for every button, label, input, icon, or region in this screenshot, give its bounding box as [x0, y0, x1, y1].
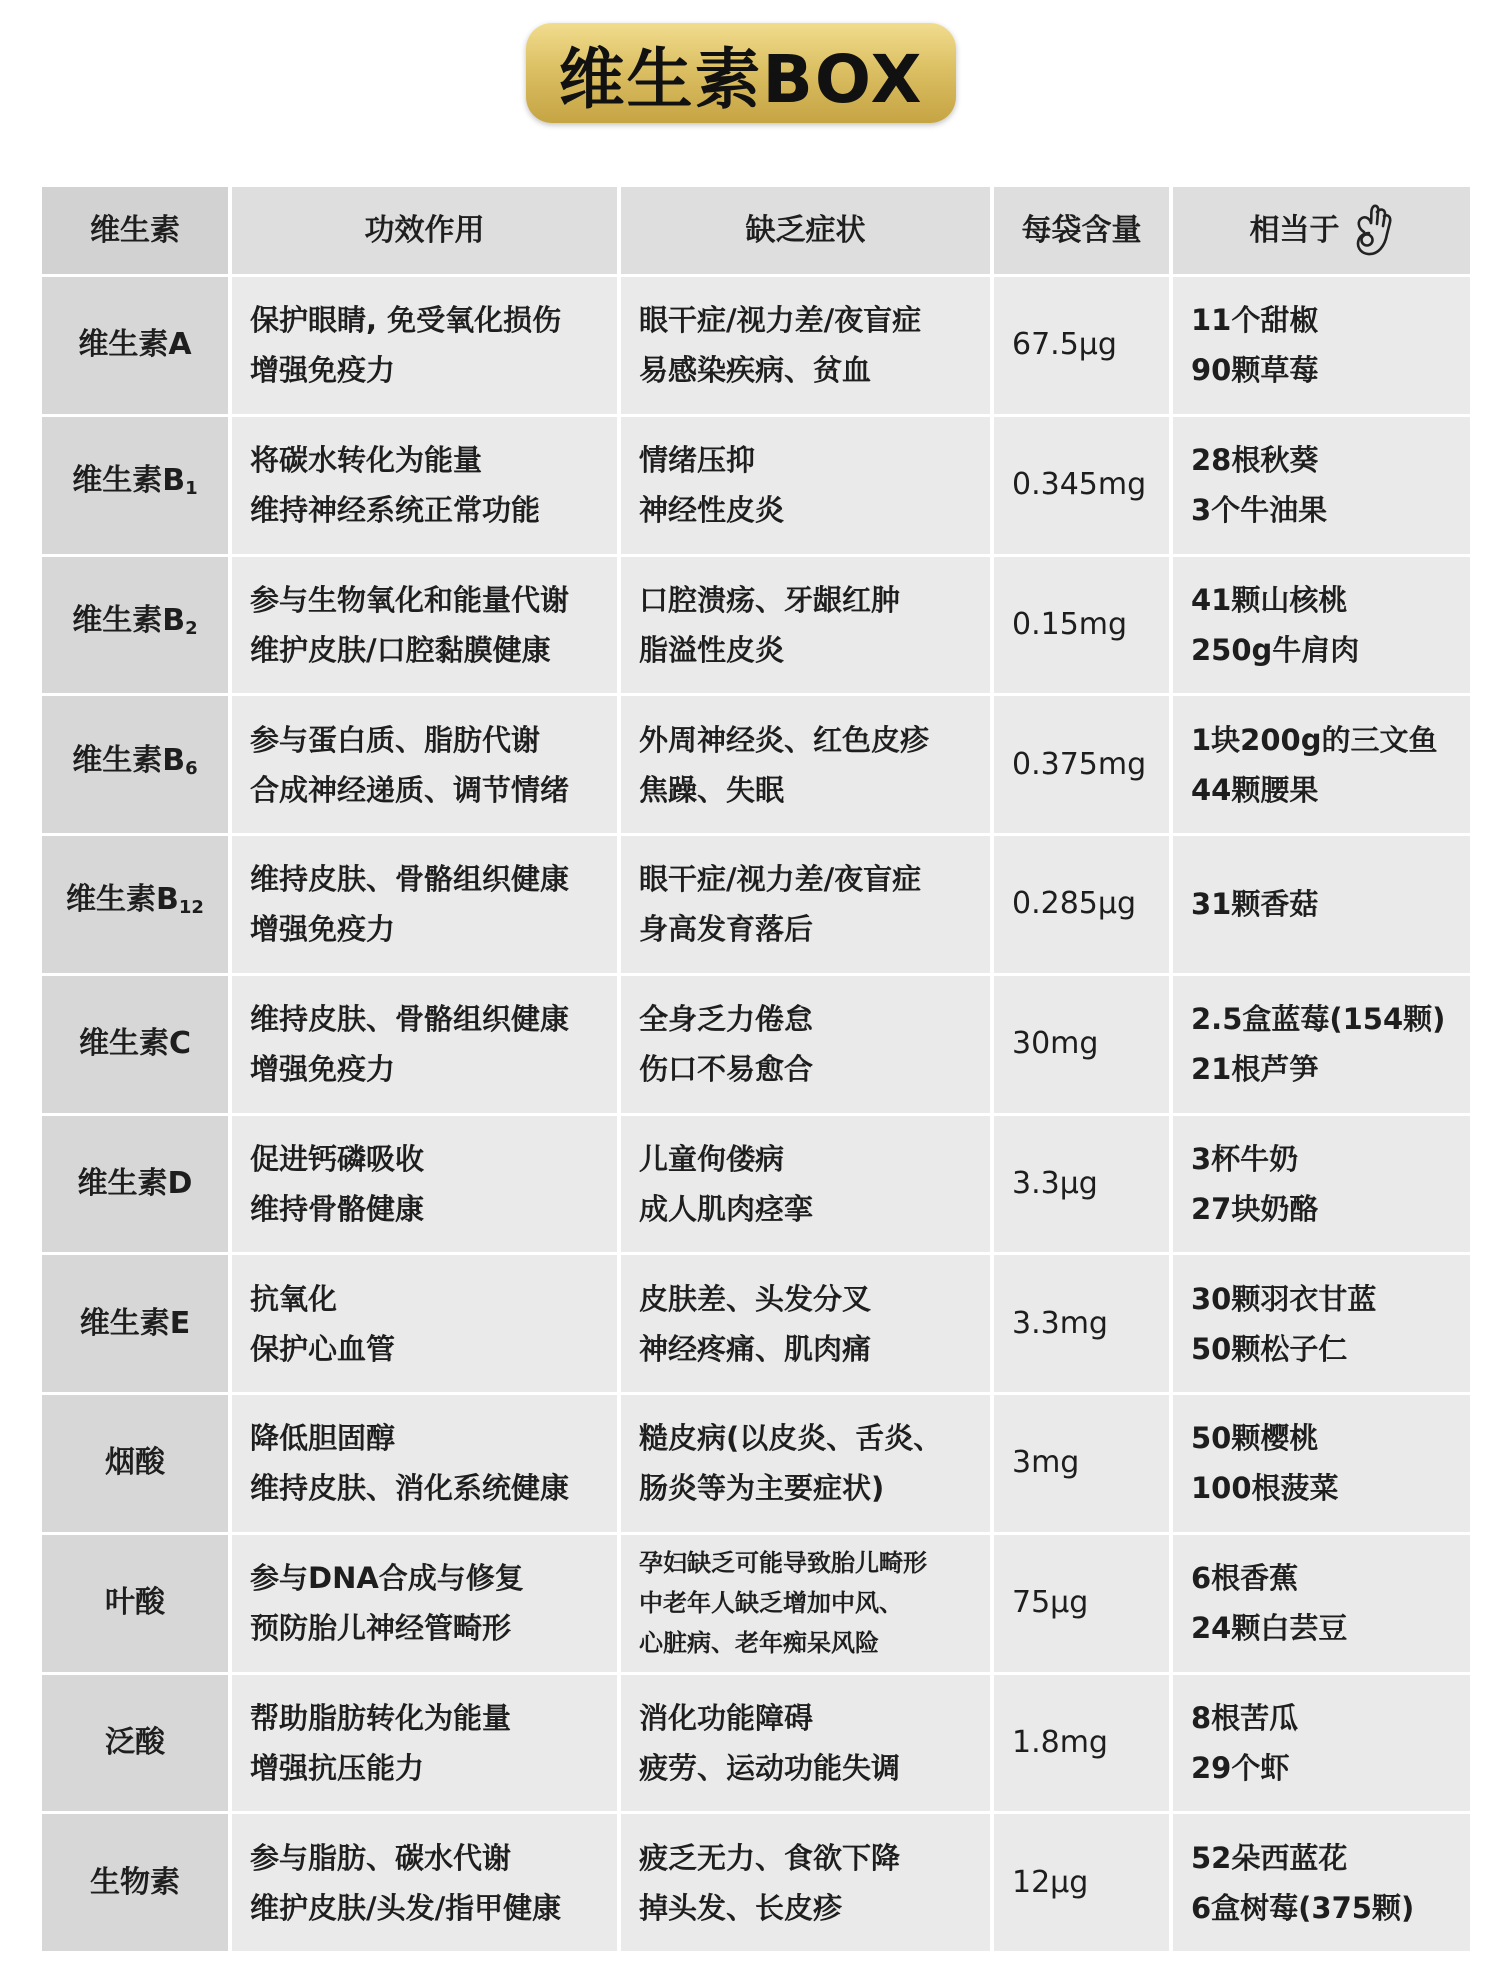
- header-symptoms: 缺乏症状: [621, 187, 990, 274]
- header-amount: 每袋含量: [994, 187, 1169, 274]
- effect-line: 将碳水转化为能量: [250, 443, 483, 478]
- effect-line: 维持皮肤、骨骼组织健康: [250, 1002, 570, 1037]
- effect-line: 维持神经系统正常功能: [250, 493, 541, 528]
- symptom-line: 孕妇缺乏可能导致胎儿畸形: [639, 1549, 927, 1578]
- equivalent-line: 27块奶酪: [1191, 1191, 1319, 1226]
- vitamin-name-text: [105, 1578, 165, 1628]
- vitamin-table: [42, 187, 1466, 1951]
- row-symptoms: [621, 277, 990, 414]
- row-amount: [994, 1675, 1169, 1812]
- equivalent-line: 11个甜椒: [1191, 303, 1319, 338]
- row-amount: [994, 1116, 1169, 1253]
- effect-line: 增强抗压能力: [250, 1750, 425, 1785]
- equivalent-line: 6根香蕉: [1191, 1561, 1299, 1596]
- row-equivalent: [1173, 277, 1470, 414]
- equivalent-line: 31颗香菇: [1191, 887, 1319, 922]
- symptom-line: 脂溢性皮炎: [639, 632, 785, 667]
- row-symptoms: [621, 417, 990, 554]
- effect-line: 增强免疫力: [250, 1052, 396, 1087]
- row-symptoms: [621, 1395, 990, 1532]
- amount-value: 67.5μg: [1012, 327, 1117, 363]
- row-equivalent: [1173, 976, 1470, 1113]
- row-symptoms: [621, 1255, 990, 1392]
- vitamin-name: 生物素: [90, 1864, 180, 1900]
- amount-value: 3.3mg: [1012, 1305, 1108, 1341]
- symptom-line: 伤口不易愈合: [639, 1052, 814, 1087]
- equivalent-line: 21根芦笋: [1191, 1052, 1319, 1087]
- amount-value: 1.8mg: [1012, 1724, 1108, 1760]
- equivalent-line: 3杯牛奶: [1191, 1141, 1299, 1176]
- page-title: 维生素BOX: [558, 40, 924, 118]
- row-amount: [994, 1395, 1169, 1532]
- effect-line: 预防胎儿神经管畸形: [250, 1611, 512, 1646]
- header-equivalent: [1173, 187, 1470, 274]
- row-equivalent: [1173, 557, 1470, 694]
- row-equivalent: [1173, 417, 1470, 554]
- row-vitamin-name: [42, 1255, 228, 1392]
- vitamin-name: 烟酸: [105, 1445, 165, 1481]
- row-symptoms: [621, 1116, 990, 1253]
- row-effect: [232, 1255, 617, 1392]
- equivalent-line: 30颗羽衣甘蓝: [1191, 1281, 1377, 1316]
- vitamin-name-subscript: 12: [178, 897, 204, 919]
- vitamin-name: 维生素C: [78, 1026, 192, 1062]
- equivalent-line: 52朵西蓝花: [1191, 1840, 1348, 1875]
- row-vitamin-name: [42, 696, 228, 833]
- vitamin-name-text: [78, 320, 191, 370]
- row-equivalent: [1173, 1116, 1470, 1253]
- symptom-line: 眼干症/视力差/夜盲症: [639, 862, 922, 897]
- equivalent-line: 2.5盒蓝莓(154颗): [1191, 1002, 1446, 1037]
- row-amount: [994, 976, 1169, 1113]
- row-symptoms: [621, 1535, 990, 1672]
- row-effect: [232, 277, 617, 414]
- row-symptoms: [621, 1814, 990, 1951]
- symptom-line: 外周神经炎、红色皮疹: [639, 722, 930, 757]
- row-symptoms: [621, 696, 990, 833]
- row-vitamin-name: [42, 417, 228, 554]
- effect-line: 维护皮肤/口腔黏膜健康: [250, 632, 551, 667]
- row-equivalent: [1173, 696, 1470, 833]
- row-vitamin-name: [42, 1395, 228, 1532]
- row-amount: [994, 1255, 1169, 1392]
- effect-line: 维护皮肤/头发/指甲健康: [250, 1890, 562, 1925]
- row-amount: [994, 1535, 1169, 1672]
- equivalent-line: 44颗腰果: [1191, 772, 1319, 807]
- row-vitamin-name: [42, 1814, 228, 1951]
- amount-value: 30mg: [1012, 1026, 1099, 1062]
- effect-line: 保护心血管: [250, 1331, 396, 1366]
- row-effect: [232, 1395, 617, 1532]
- row-effect: [232, 836, 617, 973]
- amount-value: 0.15mg: [1012, 606, 1128, 642]
- amount-value: 0.345mg: [1012, 467, 1147, 503]
- symptom-line: 神经疼痛、肌肉痛: [639, 1331, 872, 1366]
- symptom-line: 神经性皮炎: [639, 493, 785, 528]
- row-vitamin-name: [42, 1116, 228, 1253]
- row-effect: [232, 1535, 617, 1672]
- effect-line: 降低胆固醇: [250, 1421, 396, 1456]
- amount-value: 0.285μg: [1012, 886, 1137, 922]
- ok-hand-icon: [1350, 202, 1394, 260]
- row-vitamin-name: [42, 1535, 228, 1672]
- symptom-line: 身高发育落后: [639, 912, 814, 947]
- symptom-line: 情绪压抑: [639, 443, 756, 478]
- effect-line: 参与脂肪、碳水代谢: [250, 1840, 512, 1875]
- vitamin-name-text: [66, 875, 204, 933]
- symptom-line: 眼干症/视力差/夜盲症: [639, 303, 922, 338]
- effect-line: 参与生物氧化和能量代谢: [250, 582, 570, 617]
- symptom-line: 肠炎等为主要症状): [639, 1471, 885, 1506]
- row-equivalent: [1173, 1395, 1470, 1532]
- equivalent-line: 100根菠菜: [1191, 1471, 1339, 1506]
- row-effect: [232, 1675, 617, 1812]
- vitamin-name: 维生素D: [77, 1165, 193, 1201]
- symptom-line: 心脏病、老年痴呆风险: [639, 1629, 879, 1658]
- vitamin-name: 维生素E: [79, 1305, 191, 1341]
- symptom-line: 疲乏无力、食欲下降: [639, 1840, 901, 1875]
- header-vitamin: 维生素: [42, 187, 228, 274]
- vitamin-name-text: [90, 1858, 180, 1908]
- symptom-line: 消化功能障碍: [639, 1700, 814, 1735]
- row-equivalent: [1173, 1255, 1470, 1392]
- equivalent-line: 1块200g的三文鱼: [1191, 722, 1438, 757]
- amount-value: 3.3μg: [1012, 1165, 1098, 1201]
- vitamin-name: 维生素B: [72, 742, 186, 778]
- row-amount: [994, 417, 1169, 554]
- effect-line: 维持皮肤、消化系统健康: [250, 1471, 570, 1506]
- equivalent-line: 28根秋葵: [1191, 443, 1319, 478]
- row-vitamin-name: [42, 836, 228, 973]
- vitamin-name-text: [72, 596, 197, 654]
- vitamin-name-subscript: 6: [185, 757, 198, 779]
- row-effect: [232, 696, 617, 833]
- row-symptoms: [621, 1675, 990, 1812]
- header-equivalent-label: 相当于: [1249, 212, 1340, 248]
- effect-line: 维持皮肤、骨骼组织健康: [250, 862, 570, 897]
- vitamin-name-text: [105, 1438, 165, 1488]
- row-equivalent: [1173, 1675, 1470, 1812]
- row-vitamin-name: [42, 976, 228, 1113]
- row-vitamin-name: [42, 1675, 228, 1812]
- symptom-line: 糙皮病(以皮炎、舌炎、: [639, 1421, 943, 1456]
- equivalent-line: 50颗樱桃: [1191, 1421, 1319, 1456]
- row-equivalent: [1173, 1814, 1470, 1951]
- symptom-line: 掉头发、长皮疹: [639, 1890, 843, 1925]
- equivalent-line: 41颗山核桃: [1191, 582, 1348, 617]
- equivalent-line: 29个虾: [1191, 1750, 1290, 1785]
- amount-value: 3mg: [1012, 1445, 1080, 1481]
- header-effect: 功效作用: [232, 187, 617, 274]
- row-effect: [232, 417, 617, 554]
- row-equivalent: [1173, 836, 1470, 973]
- vitamin-name-subscript: 2: [185, 617, 198, 639]
- row-vitamin-name: [42, 557, 228, 694]
- symptom-line: 儿童佝偻病: [639, 1141, 785, 1176]
- effect-line: 抗氧化: [250, 1281, 338, 1316]
- symptom-line: 成人肌肉痉挛: [639, 1191, 814, 1226]
- vitamin-name-text: [72, 736, 197, 794]
- row-effect: [232, 1814, 617, 1951]
- row-amount: [994, 1814, 1169, 1951]
- vitamin-name-text: [80, 1299, 191, 1349]
- symptom-line: 全身乏力倦怠: [639, 1002, 814, 1037]
- symptom-line: 中老年人缺乏增加中风、: [639, 1589, 903, 1618]
- equivalent-line: 90颗草莓: [1191, 353, 1319, 388]
- vitamin-name: 泛酸: [105, 1724, 165, 1760]
- vitamin-name-text: [79, 1019, 191, 1069]
- row-vitamin-name: [42, 277, 228, 414]
- row-symptoms: [621, 557, 990, 694]
- vitamin-name: 维生素B: [72, 463, 186, 499]
- row-amount: [994, 696, 1169, 833]
- equivalent-line: 8根苦瓜: [1191, 1700, 1299, 1735]
- symptom-line: 焦躁、失眠: [639, 772, 785, 807]
- vitamin-name: 维生素A: [78, 327, 192, 363]
- equivalent-line: 24颗白芸豆: [1191, 1611, 1348, 1646]
- vitamin-name-text: [72, 456, 197, 514]
- effect-line: 参与DNA合成与修复: [250, 1561, 524, 1596]
- amount-value: 0.375mg: [1012, 746, 1147, 782]
- equivalent-line: 50颗松子仁: [1191, 1331, 1348, 1366]
- equivalent-line: 6盒树莓(375颗): [1191, 1890, 1415, 1925]
- row-equivalent: [1173, 1535, 1470, 1672]
- row-amount: [994, 836, 1169, 973]
- effect-line: 维持骨骼健康: [250, 1191, 425, 1226]
- row-symptoms: [621, 976, 990, 1113]
- symptom-line: 易感染疾病、贫血: [639, 353, 872, 388]
- effect-line: 保护眼睛, 免受氧化损伤: [250, 303, 562, 338]
- effect-line: 参与蛋白质、脂肪代谢: [250, 722, 541, 757]
- effect-line: 合成神经递质、调节情绪: [250, 772, 570, 807]
- equivalent-line: 3个牛油果: [1191, 493, 1328, 528]
- vitamin-name: 维生素B: [66, 882, 179, 918]
- row-amount: [994, 557, 1169, 694]
- amount-value: 75μg: [1012, 1585, 1089, 1621]
- effect-line: 增强免疫力: [250, 912, 396, 947]
- equivalent-line: 250g牛肩肉: [1191, 632, 1360, 667]
- effect-line: 促进钙磷吸收: [250, 1141, 425, 1176]
- vitamin-name: 叶酸: [105, 1585, 165, 1621]
- row-effect: [232, 557, 617, 694]
- symptom-line: 皮肤差、头发分叉: [639, 1281, 872, 1316]
- vitamin-name-subscript: 1: [185, 478, 198, 500]
- title-badge: [526, 23, 956, 123]
- row-amount: [994, 277, 1169, 414]
- row-effect: [232, 1116, 617, 1253]
- vitamin-name: 维生素B: [72, 602, 186, 638]
- symptom-line: 疲劳、运动功能失调: [639, 1750, 901, 1785]
- vitamin-name-text: [78, 1159, 193, 1209]
- row-effect: [232, 976, 617, 1113]
- vitamin-name-text: [105, 1718, 165, 1768]
- row-symptoms: [621, 836, 990, 973]
- amount-value: 12μg: [1012, 1864, 1089, 1900]
- effect-line: 帮助脂肪转化为能量: [250, 1700, 512, 1735]
- symptom-line: 口腔溃疡、牙龈红肿: [639, 582, 901, 617]
- effect-line: 增强免疫力: [250, 353, 396, 388]
